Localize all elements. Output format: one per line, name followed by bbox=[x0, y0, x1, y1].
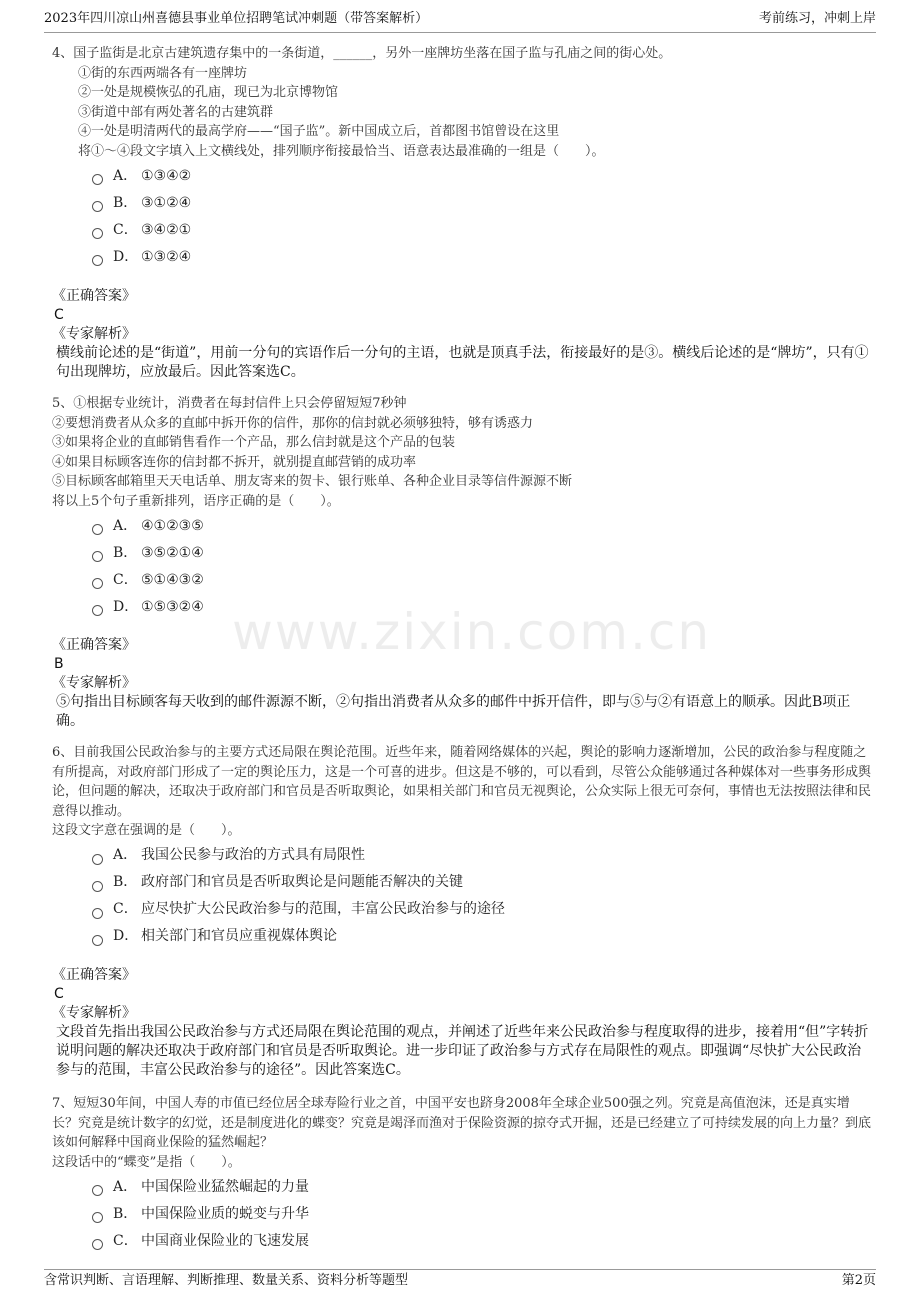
option-text: ⑤①④③② bbox=[141, 571, 204, 588]
question-item: ④一处是明清两代的最高学府——“国子监”。新中国成立后，首都图书馆曾设在这里 bbox=[78, 124, 560, 139]
options-list bbox=[52, 163, 872, 271]
question-stem: 6、目前我国公民政治参与的主要方式还局限在舆论范围。近些年来，随着网络媒体的兴起，舆论的影响力逐渐增加，公民的政治参与程度随之有所提高，对政府部门形成了一定的舆论压力，这是一个可喜的进步。但这是不够的，可以看到，尽管公众能够通过各种媒体对一些事务形成舆论，但问题的解决，还取决于政府部门和官员是否听取舆论，如果相关部门和官员无视舆论，公众实际上很无可奈何，事情也无法按照法律和民意得以推动。 bbox=[52, 745, 872, 819]
option-letter: D． bbox=[113, 928, 139, 945]
question-prompt: 将①～④段文字填入上文横线处，排列顺序衔接最恰当、语意表达最准确的一组是（ ）。 bbox=[78, 143, 605, 159]
option-letter: B． bbox=[113, 1205, 138, 1222]
answer-label: 《正确答案》 bbox=[52, 288, 136, 304]
radio-icon[interactable] bbox=[92, 201, 103, 212]
option-text: 政府部门和官员是否听取舆论是问题能否解决的关键 bbox=[141, 874, 463, 891]
question-prompt: 这段文字意在强调的是（ ）。 bbox=[52, 823, 241, 838]
question-item: ②要想消费者从众多的直邮中拆开你的信件，那你的信封就必须够独特，够有诱惑力 bbox=[52, 415, 534, 431]
option-text: ①③④② bbox=[141, 167, 192, 184]
option-letter: B． bbox=[113, 544, 138, 561]
answer-value: C bbox=[54, 307, 64, 323]
answer-value: C bbox=[54, 986, 64, 1002]
option-c[interactable] bbox=[52, 567, 872, 594]
options-list bbox=[52, 1174, 872, 1255]
option-letter: A． bbox=[113, 847, 138, 864]
option-letter: D． bbox=[113, 248, 139, 265]
option-letter: D． bbox=[113, 598, 139, 615]
answer-block-6 bbox=[52, 966, 872, 1080]
radio-icon[interactable] bbox=[92, 228, 103, 239]
page-header bbox=[44, 8, 876, 33]
option-d[interactable] bbox=[52, 924, 872, 951]
footer-note: 含常识判断、言语理解、判断推理、数量关系、资料分析等题型 bbox=[44, 1273, 409, 1288]
radio-icon[interactable] bbox=[92, 935, 103, 946]
option-letter: A． bbox=[113, 1178, 138, 1195]
option-a[interactable] bbox=[52, 163, 872, 190]
page-prefix: 第 bbox=[841, 1273, 855, 1288]
page-number bbox=[842, 1270, 876, 1294]
option-letter: C． bbox=[113, 571, 138, 588]
radio-icon[interactable] bbox=[92, 881, 103, 892]
radio-icon[interactable] bbox=[92, 174, 103, 185]
option-b[interactable] bbox=[52, 540, 872, 567]
answer-label: 《正确答案》 bbox=[52, 967, 136, 983]
page-footer bbox=[44, 1269, 876, 1294]
answer-block-4 bbox=[52, 287, 872, 382]
option-letter: B． bbox=[113, 874, 138, 891]
option-text: 中国商业保险业的飞速发展 bbox=[141, 1232, 309, 1249]
radio-icon[interactable] bbox=[92, 578, 103, 589]
question-stem: 4、国子监街是北京古建筑遗存集中的一条街道，______，另外一座牌坊坐落在国子监与孔庙之间的街心处。 bbox=[52, 46, 672, 61]
option-a[interactable] bbox=[52, 843, 872, 870]
question-item: ②一处是规模恢弘的孔庙，现已为北京博物馆 bbox=[78, 85, 339, 100]
option-c[interactable] bbox=[52, 897, 872, 924]
options-list bbox=[52, 513, 872, 621]
question-7 bbox=[52, 1094, 872, 1255]
option-text: 应尽快扩大公民政治参与的范围，丰富公民政治参与的途径 bbox=[141, 901, 505, 918]
option-text: 中国保险业猛然崛起的力量 bbox=[141, 1178, 309, 1195]
option-text: ①③②④ bbox=[141, 248, 192, 265]
option-text: ③①②④ bbox=[141, 194, 192, 211]
question-prompt: 这段话中的“蝶变”是指（ ）。 bbox=[52, 1154, 241, 1170]
option-text: ①⑤③②④ bbox=[141, 598, 204, 615]
analysis-label: 《专家解析》 bbox=[52, 675, 136, 691]
option-c[interactable] bbox=[52, 1228, 872, 1255]
question-stem: 7、短短30年间，中国人寿的市值已经位居全球寿险行业之首，中国平安也跻身2008年全球企业500强之列。究竟是高值泡沫，还是真实增长？究竟是统计数字的幻觉，还是制度进化的蝶变？究竟是竭泽而渔对于保险资源的掠夺式开掘，还是已经建立了可持续发展的向上力量？到底该如何解释中国商业保险的猛然崛起？ bbox=[52, 1096, 872, 1150]
question-item: ④如果目标顾客连你的信封都不拆开，就别提直邮营销的成功率 bbox=[52, 454, 417, 470]
option-b[interactable] bbox=[52, 190, 872, 217]
option-b[interactable] bbox=[52, 870, 872, 897]
radio-icon[interactable] bbox=[92, 908, 103, 919]
page-number-value: 2 bbox=[854, 1273, 863, 1288]
header-slogan: 考前练习，冲刺上岸 bbox=[758, 11, 876, 26]
question-prompt: 将以上5个句子重新排列，语序正确的是（ ）。 bbox=[52, 493, 340, 509]
analysis-label: 《专家解析》 bbox=[52, 326, 136, 342]
option-letter: C． bbox=[113, 1232, 138, 1249]
radio-icon[interactable] bbox=[92, 551, 103, 562]
option-letter: C． bbox=[113, 901, 138, 918]
page-suffix: 页 bbox=[862, 1273, 876, 1288]
radio-icon[interactable] bbox=[92, 1212, 103, 1223]
option-text: 相关部门和官员应重视媒体舆论 bbox=[141, 928, 337, 945]
option-letter: A． bbox=[113, 517, 138, 534]
answer-block-5 bbox=[52, 636, 872, 731]
radio-icon[interactable] bbox=[92, 1185, 103, 1196]
option-text: 中国保险业质的蜕变与升华 bbox=[141, 1205, 309, 1222]
option-d[interactable] bbox=[52, 594, 872, 621]
analysis-text: 文段首先指出我国公民政治参与方式还局限在舆论范围的观点，并阐述了近些年来公民政治参与程度取得的进步，接着用“但”字转折说明问题的解决还取决于政府部门和官员是否听取舆论。进一步印证了政治参与方式存在局限性的观点。即强调“尽快扩大公民政治参与的范围，丰富公民政治参与的途径”。因此答案选C。 bbox=[56, 1024, 869, 1078]
question-item: ③街道中部有两处著名的古建筑群 bbox=[78, 104, 274, 120]
option-text: ④①②③⑤ bbox=[141, 517, 204, 534]
document-title: 2023年四川凉山州喜德县事业单位招聘笔试冲刺题（带答案解析） bbox=[44, 11, 429, 26]
options-list bbox=[52, 843, 872, 951]
radio-icon[interactable] bbox=[92, 255, 103, 266]
option-d[interactable] bbox=[52, 244, 872, 271]
analysis-text: ⑤句指出目标顾客每天收到的邮件源源不断，②句指出消费者从众多的邮件中拆开信件，即与⑤与②有语意上的顺承。因此B项正确。 bbox=[56, 694, 851, 729]
analysis-text: 横线前论述的是“街道”，用前一分句的宾语作后一分句的主语，也就是顶真手法，衔接最好的是③。横线后论述的是“牌坊”，只有①句出现牌坊，应放最后。因此答案选C。 bbox=[56, 345, 869, 380]
option-a[interactable] bbox=[52, 1174, 872, 1201]
radio-icon[interactable] bbox=[92, 854, 103, 865]
radio-icon[interactable] bbox=[92, 1239, 103, 1250]
option-text: ③④②① bbox=[141, 221, 192, 238]
option-text: ③⑤②①④ bbox=[141, 544, 204, 561]
option-letter: A． bbox=[113, 167, 138, 184]
question-4 bbox=[52, 44, 872, 271]
option-c[interactable] bbox=[52, 217, 872, 244]
question-stem: 5、①根据专业统计，消费者在每封信件上只会停留短短7秒钟 bbox=[52, 396, 407, 411]
radio-icon[interactable] bbox=[92, 605, 103, 616]
option-text: 我国公民参与政治的方式具有局限性 bbox=[141, 847, 365, 864]
answer-label: 《正确答案》 bbox=[52, 637, 136, 653]
watermark: www.zixin.com.cn bbox=[232, 603, 712, 661]
analysis-label: 《专家解析》 bbox=[52, 1005, 136, 1021]
question-5 bbox=[52, 394, 872, 621]
option-a[interactable] bbox=[52, 513, 872, 540]
option-letter: C． bbox=[113, 221, 138, 238]
option-letter: B． bbox=[113, 194, 138, 211]
option-b[interactable] bbox=[52, 1201, 872, 1228]
question-item: ①街的东西两端各有一座牌坊 bbox=[78, 65, 248, 81]
radio-icon[interactable] bbox=[92, 524, 103, 535]
question-item: ③如果将企业的直邮销售看作一个产品，那么信封就是这个产品的包装 bbox=[52, 435, 456, 450]
question-item: ⑤目标顾客邮箱里天天电话单、朋友寄来的贺卡、银行账单、各种企业目录等信件源源不断 bbox=[52, 474, 573, 489]
answer-value: B bbox=[54, 656, 64, 672]
question-6 bbox=[52, 743, 872, 951]
